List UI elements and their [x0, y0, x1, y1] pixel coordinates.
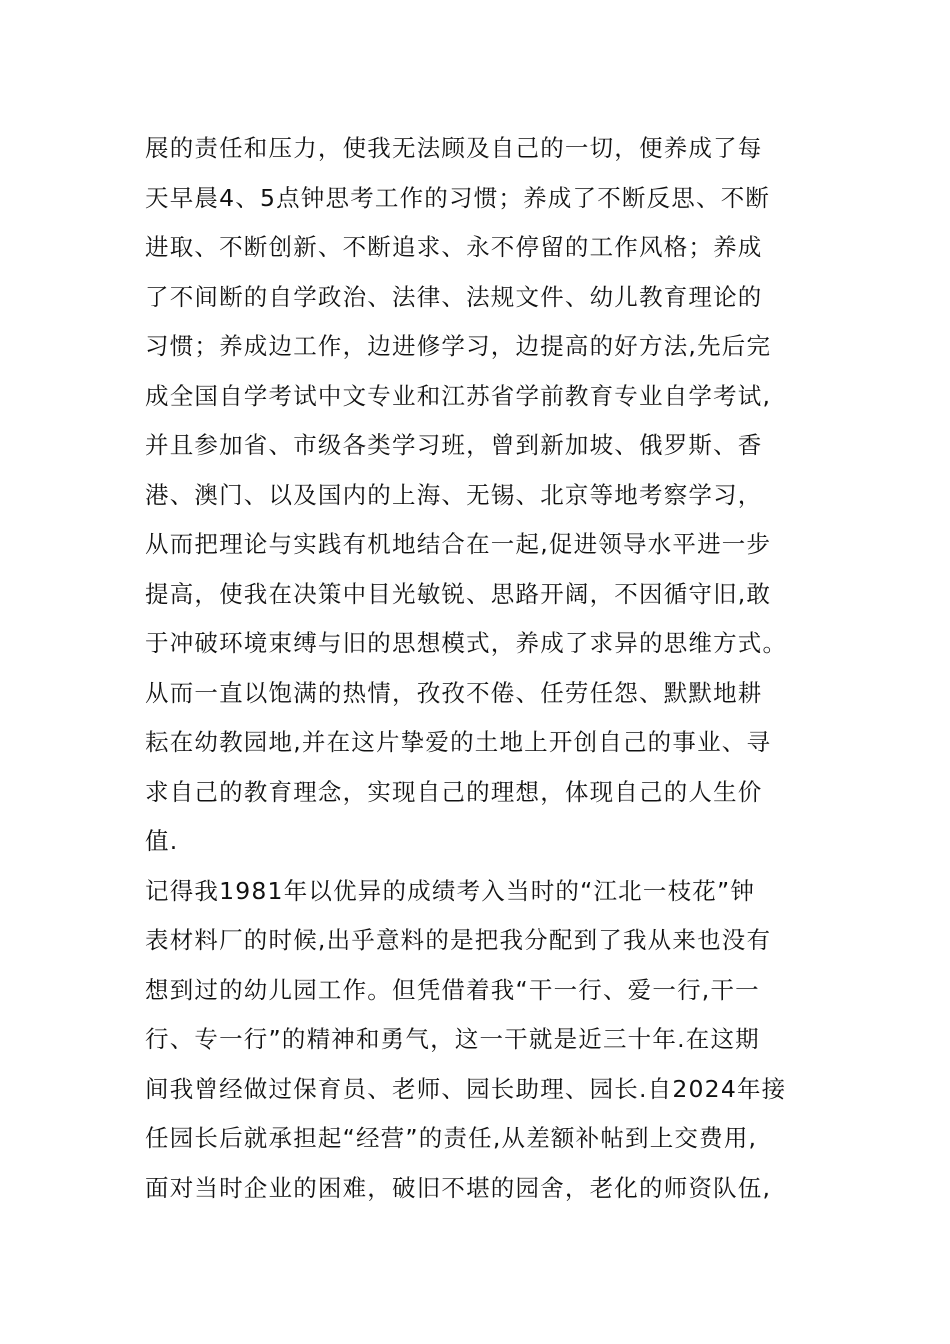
- text-line: 从而把理论与实践有机地结合在一起,促进领导水平进一步: [145, 530, 772, 558]
- text-line: 任园长后就承担起“经营”的责任,从差额补帖到上交费用,: [145, 1124, 758, 1152]
- text-line: 想到过的幼儿园工作。但凭借着我“干一行、爱一行,干一: [145, 975, 760, 1004]
- text-line: 港、澳门、以及国内的上海、无锡、北京等地考察学习，: [145, 480, 763, 509]
- text-line: 面对当时企业的困难，破旧不堪的园舍，老化的师资队伍,: [145, 1173, 772, 1202]
- text-line: 值.: [145, 827, 179, 855]
- text-line: 耘在幼教园地,并在这片挚爱的土地上开创自己的事业、寻: [145, 728, 772, 756]
- text-line: 行、专一行”的精神和勇气，这一干就是近三十年.在这期: [145, 1025, 760, 1053]
- text-line: 求自己的教育理念，实现自己的理想，体现自己的人生价: [145, 777, 763, 806]
- text-line: 并且参加省、市级各类学习班，曾到新加坡、俄罗斯、香: [145, 431, 763, 459]
- text-line: 成全国自学考试中文专业和江苏省学前教育专业自学考试,: [145, 381, 772, 410]
- text-line: 提高，使我在决策中目光敏锐、思路开阔，不因循守旧,敢: [145, 579, 772, 608]
- text-line: 于冲破环境束缚与旧的思想模式，养成了求异的思维方式。: [145, 629, 788, 657]
- text-line: 天早晨4、5点钟思考工作的习惯；养成了不断反思、不断: [145, 183, 771, 212]
- text-line: 了不间断的自学政治、法律、法规文件、幼儿教育理论的: [145, 282, 763, 311]
- text-line: 展的责任和压力，使我无法顾及自己的一切，便养成了每: [145, 134, 763, 162]
- text-line: 从而一直以饱满的热情，孜孜不倦、任劳任怨、默默地耕: [145, 678, 763, 707]
- text-line: 表材料厂的时候,出乎意料的是把我分配到了我从来也没有: [145, 926, 772, 954]
- text-line: 间我曾经做过保育员、老师、园长助理、园长.自2024年接: [145, 1074, 787, 1103]
- text-line: 习惯；养成边工作，边进修学习，边提高的好方法,先后完: [145, 332, 772, 360]
- text-line: 记得我1981年以优异的成绩考入当时的“江北一枝花”钟: [145, 876, 756, 905]
- body-text: [145, 124, 815, 1213]
- text-line: 进取、不断创新、不断追求、永不停留的工作风格；养成: [145, 233, 763, 261]
